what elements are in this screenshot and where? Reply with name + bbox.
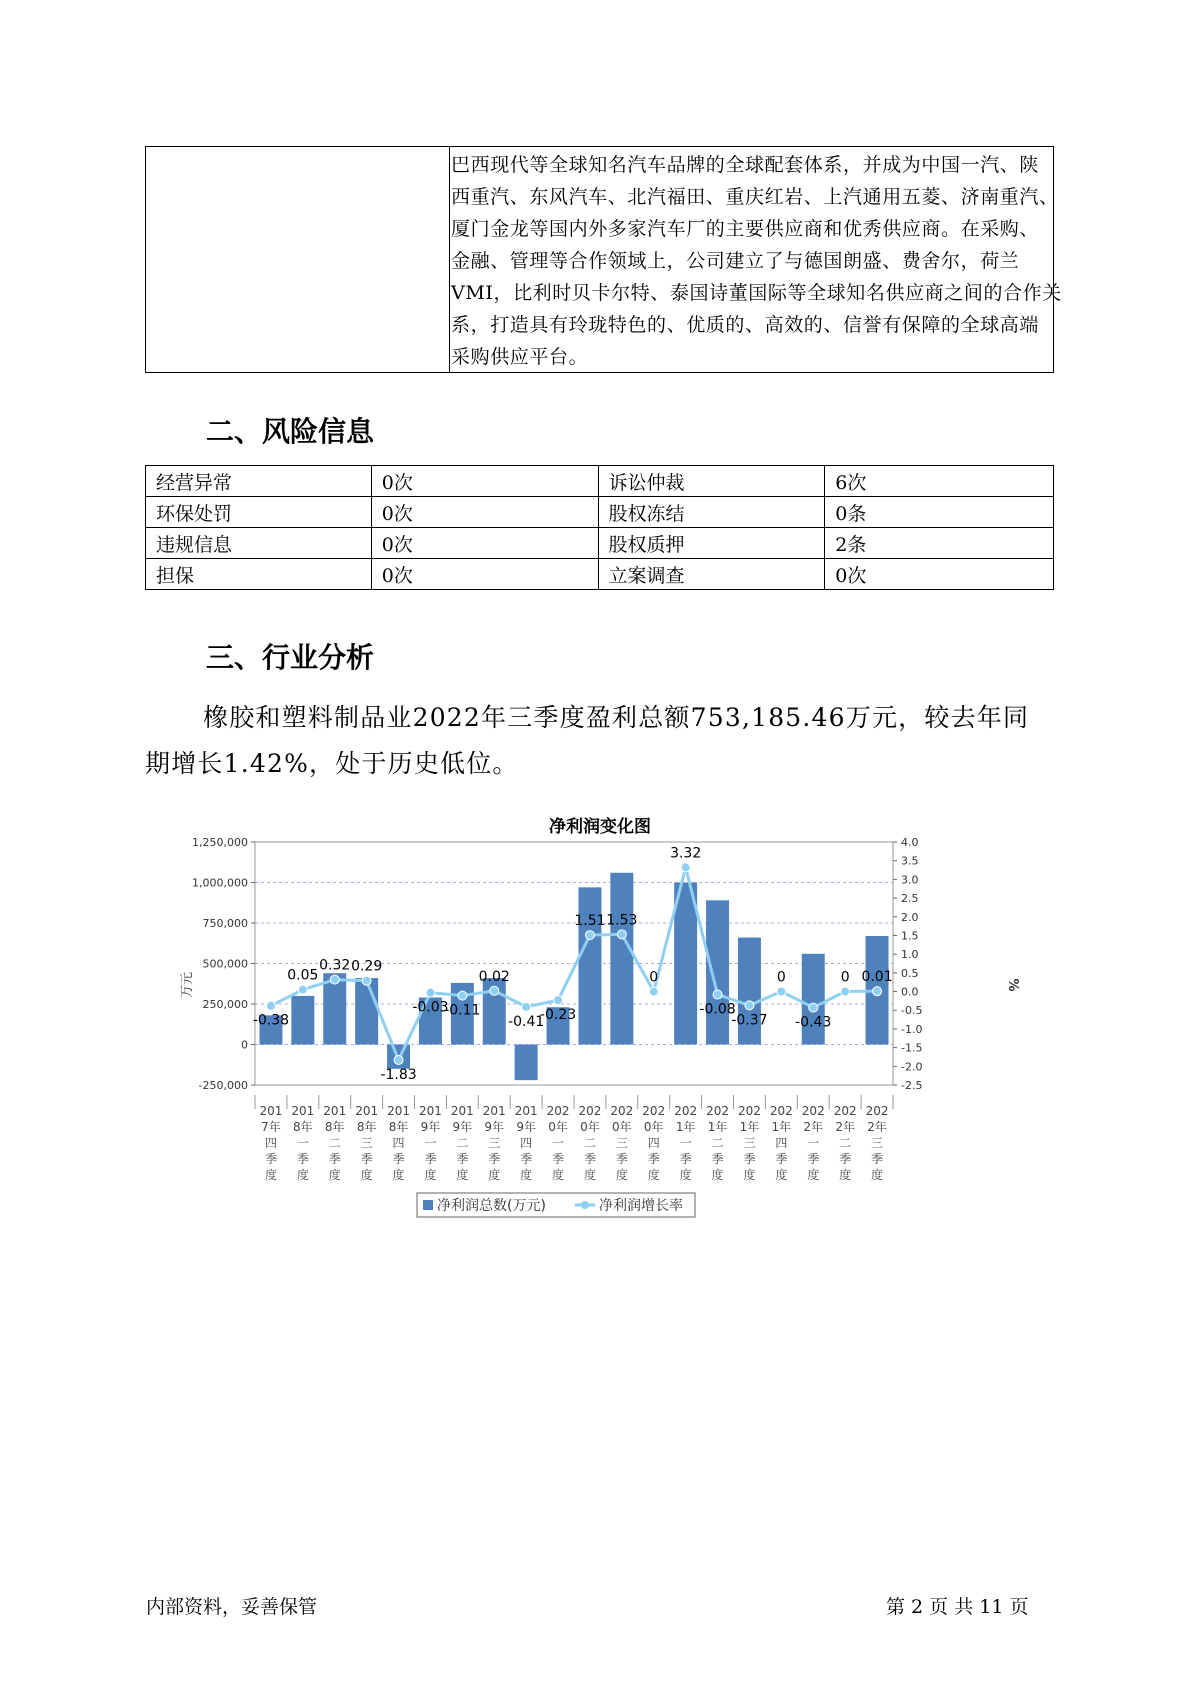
x-tick-label [674,1104,697,1182]
x-tick-label-line: 季 [328,1152,341,1166]
intro-line: 厦门金龙等国内外多家汽车厂的主要供应商和优秀供应商。在采购、 [451,218,1040,240]
risk-value: 0次 [371,497,598,528]
y2-tick-label: -1.0 [901,1022,923,1036]
x-tick-label-line: 度 [711,1168,724,1182]
x-tick-label-line: 201 [355,1104,379,1118]
x-tick-label-line: 202 [674,1104,698,1118]
x-tick-label-line: 度 [520,1168,533,1182]
bar [738,938,761,1045]
x-tick-label-line: 202 [642,1104,666,1118]
y-tick-label: 1,000,000 [192,876,248,890]
x-tick-label [291,1104,314,1182]
x-tick-label [770,1104,793,1182]
x-tick-label-line: 201 [514,1104,538,1118]
risk-value: 0条 [825,497,1054,528]
data-label: 0 [840,969,850,986]
footer-note: 内部资料，妥善保管 [146,1596,318,1618]
x-tick-label-line: 202 [737,1104,761,1118]
x-tick-label-line: 季 [711,1152,724,1166]
growth-point [713,990,722,999]
legend-bar-label: 净利润总数(万元) [437,1198,546,1214]
x-tick-label-line: 三 [743,1136,756,1150]
growth-point [266,1001,275,1010]
x-tick-label-line: 9年 [420,1120,441,1134]
data-label: -0.37 [731,1012,768,1029]
growth-point [585,931,594,940]
y2-axis-label: % [1005,978,1020,992]
x-tick-label-line: 9年 [484,1120,505,1134]
x-tick-label-line: 二 [839,1136,852,1150]
intro-line: 系，打造具有玲珑特色的、优质的、高效的、信誉有保障的全球高端 [451,314,1040,336]
x-tick-label-line: 季 [775,1152,788,1166]
risk-label: 经营异常 [146,466,372,497]
x-tick-label-line: 201 [323,1104,347,1118]
x-tick-label-line: 三 [488,1136,501,1150]
x-tick-label-line: 二 [456,1136,469,1150]
y2-tick-label: 3.5 [901,854,919,868]
growth-point [681,863,690,872]
x-tick-label-line: 202 [833,1104,857,1118]
x-tick-label [802,1104,825,1182]
risk-value: 6次 [825,466,1054,497]
x-tick-label-line: 四 [264,1136,277,1150]
x-tick-label-line: 202 [706,1104,730,1118]
x-tick-label-line: 季 [424,1152,437,1166]
x-tick-label-line: 季 [456,1152,469,1166]
risk-value: 0次 [825,559,1054,590]
x-tick-label-line: 一 [807,1136,820,1150]
x-tick-label-line: 1年 [707,1120,728,1134]
legend-bar-swatch [423,1200,433,1210]
data-label: 0.02 [478,968,510,985]
bar [578,887,601,1044]
growth-point [458,991,467,1000]
data-label: -0.43 [795,1014,832,1031]
x-tick-label-line: 度 [424,1168,437,1182]
x-tick-label-line: 0年 [612,1120,632,1134]
x-tick-label-line: 一 [552,1136,565,1150]
x-tick-label-line: 季 [488,1152,501,1166]
x-tick-label-line: 二 [328,1136,341,1150]
x-tick-label-line: 一 [679,1136,692,1150]
intro-line: VMI，比利时贝卡尔特、泰国诗董国际等全球知名供应商之间的合作关 [451,282,1062,304]
x-tick-label-line: 二 [711,1136,724,1150]
x-tick-label [610,1104,633,1182]
x-tick-label-line: 季 [264,1152,277,1166]
x-tick-label [834,1104,857,1182]
x-tick-label-line: 一 [296,1136,309,1150]
x-tick-label-line: 度 [679,1168,692,1182]
x-tick-label-line: 三 [360,1136,373,1150]
x-tick-label-line: 季 [647,1152,660,1166]
x-tick-label-line: 1年 [675,1120,696,1134]
growth-point [809,1003,818,1012]
risk-value: 0次 [371,559,598,590]
risk-label: 立案调查 [598,559,825,590]
x-tick-label-line: 202 [801,1104,825,1118]
data-label: -0.23 [539,1007,577,1024]
x-tick-label [866,1104,889,1182]
y2-tick-label: -0.5 [901,1004,923,1018]
x-tick-label-line: 202 [865,1104,889,1118]
legend-line-marker [581,1201,589,1209]
data-label: 1.51 [574,913,606,930]
y2-tick-label: 4.0 [901,836,919,849]
x-tick-label-line: 度 [871,1168,884,1182]
x-tick-label-line: 度 [456,1168,469,1182]
x-tick-label-line: 度 [615,1168,628,1182]
x-tick-label-line: 季 [552,1152,565,1166]
x-tick-label [706,1104,729,1182]
x-tick-label-line: 9年 [516,1120,536,1134]
risk-table [145,465,1054,590]
x-tick-label-line: 202 [769,1104,793,1118]
y-tick-label: 0 [241,1038,248,1052]
risk-label: 股权质押 [598,528,825,559]
y-tick-label: -250,000 [198,1079,248,1092]
growth-point [426,988,435,997]
x-tick-label-line: 季 [679,1152,692,1166]
risk-label: 违规信息 [146,528,372,559]
data-label: 0.29 [351,958,383,975]
x-tick-label-line: 201 [418,1104,442,1118]
intro-label-cell [146,147,450,372]
x-tick-label-line: 季 [839,1152,852,1166]
bar [610,873,633,1045]
x-tick-label-line: 0年 [643,1120,664,1134]
x-tick-label [483,1104,506,1182]
growth-point [522,1002,531,1011]
x-tick-label-line: 0年 [580,1120,600,1134]
x-tick-label-line: 季 [871,1152,884,1166]
data-label: -0.03 [412,999,449,1016]
legend-line-label: 净利润增长率 [599,1198,683,1214]
data-label: -0.41 [508,1013,545,1030]
growth-point [362,976,371,985]
y2-tick-label: -1.5 [901,1041,923,1055]
x-tick-label-line: 度 [775,1168,788,1182]
x-tick-label-line: 0年 [548,1120,568,1134]
x-tick-label-line: 8年 [293,1120,313,1134]
x-tick-label [387,1104,410,1182]
data-label: 0.01 [861,969,893,986]
industry-paragraph-text: 橡胶和塑料制品业2022年三季度盈利总额753,185.46万元，较去年同期增长1.42%，处于历史低位。 [145,703,1030,778]
x-tick-label-line: 201 [482,1104,506,1118]
data-label: -0.11 [444,1002,481,1019]
x-tick-label-line: 季 [583,1152,596,1166]
y-tick-label: 750,000 [202,917,248,930]
y2-tick-label: 2.0 [901,910,919,924]
x-tick-label-line: 度 [647,1168,660,1182]
x-tick-label-line: 度 [264,1168,277,1182]
bar [355,978,378,1044]
growth-point [298,985,307,994]
x-tick-label-line: 1年 [771,1120,792,1134]
x-tick-label-line: 季 [392,1152,405,1166]
data-label: 3.32 [670,845,702,862]
x-tick-label-line: 四 [775,1136,788,1150]
intro-line: 金融、管理等合作领域上，公司建立了与德国朗盛、费舍尔，荷兰 [451,250,1020,272]
x-tick-label-line: 8年 [356,1120,377,1134]
x-tick-label-line: 季 [615,1152,628,1166]
table-row [146,528,1054,559]
x-tick-label-line: 201 [291,1104,315,1118]
risk-value: 0次 [371,528,598,559]
y-axis-label: 万元 [180,971,195,999]
x-tick-label-line: 8年 [324,1120,345,1134]
growth-point [777,987,786,996]
x-tick-label [578,1104,601,1182]
table-row [146,466,1054,497]
data-label: -0.08 [699,1001,736,1018]
risk-label: 诉讼仲裁 [598,466,825,497]
x-tick-label-line: 度 [552,1168,565,1182]
net-profit-chart [170,810,1030,1270]
bar [291,996,314,1045]
x-tick-label [451,1104,474,1182]
data-label: 0.32 [319,957,351,974]
data-label: 0 [776,969,786,986]
intro-text-cell [451,149,1062,373]
y2-tick-label: 0.0 [901,985,919,999]
x-tick-label-line: 度 [839,1168,852,1182]
growth-point [554,996,563,1005]
growth-point [490,986,499,995]
x-tick-label-line: 2年 [867,1120,887,1134]
y-tick-label: 1,250,000 [192,836,248,849]
chart-title: 净利润变化图 [549,817,651,837]
x-tick-label [259,1104,282,1182]
x-tick-label-line: 201 [450,1104,474,1118]
x-tick-label-line: 四 [520,1136,533,1150]
table-row [146,497,1054,528]
growth-point [617,930,626,939]
growth-point [841,987,850,996]
x-tick-label-line: 度 [360,1168,373,1182]
x-tick-label-line: 一 [424,1136,437,1150]
growth-point [873,987,882,996]
x-tick-label-line: 202 [578,1104,602,1118]
risk-section-heading: 二、风险信息 [206,415,375,448]
data-label: 0 [649,969,659,986]
x-tick-label-line: 9年 [452,1120,473,1134]
y2-tick-label: 0.5 [901,966,919,980]
x-tick-label-line: 202 [610,1104,634,1118]
x-tick-label [515,1104,538,1182]
x-tick-label-line: 四 [392,1136,405,1150]
x-tick-label [547,1104,570,1182]
bar [706,900,729,1044]
y2-tick-label: 1.0 [901,948,919,962]
x-tick-label-line: 度 [488,1168,501,1182]
x-tick-label-line: 1年 [739,1120,760,1134]
x-tick-label-line: 8年 [388,1120,409,1134]
company-intro-table [145,146,1062,373]
x-tick-label-line: 度 [328,1168,341,1182]
growth-point [330,975,339,984]
risk-label: 股权冻结 [598,497,825,528]
growth-point [745,1001,754,1010]
x-tick-label-line: 度 [296,1168,309,1182]
x-tick-label [323,1104,346,1182]
risk-label: 环保处罚 [146,497,372,528]
x-tick-label [642,1104,665,1182]
x-tick-label-line: 201 [387,1104,411,1118]
intro-line: 西重汽、东风汽车、北汽福田、重庆红岩、上汽通用五菱、济南重汽、 [451,186,1059,208]
y2-tick-label: 2.5 [901,892,919,906]
y-tick-label: 250,000 [202,998,248,1011]
y2-tick-label: -2.5 [901,1079,923,1092]
x-tick-label-line: 201 [259,1104,283,1118]
risk-value: 0次 [371,466,598,497]
industry-paragraph [145,695,1055,787]
x-tick-label-line: 度 [807,1168,820,1182]
intro-line: 巴西现代等全球知名汽车品牌的全球配套体系，并成为中国一汽、陕 [451,154,1040,176]
x-tick-label-line: 度 [392,1168,405,1182]
x-tick-label-line: 季 [520,1152,533,1166]
page-number: 第 2 页 共 11 页 [886,1596,1029,1618]
y2-tick-label: 1.5 [901,929,919,943]
bar [515,1045,538,1081]
x-tick-label-line: 7年 [261,1120,281,1134]
risk-label: 担保 [146,559,372,590]
bar [802,954,825,1045]
y2-tick-label: -2.0 [901,1060,923,1074]
x-tick-label-line: 202 [546,1104,570,1118]
x-tick-label-line: 度 [743,1168,756,1182]
growth-point [649,987,658,996]
x-tick-label-line: 季 [296,1152,309,1166]
x-tick-label-line: 二 [583,1136,596,1150]
data-label: 1.53 [606,912,638,929]
y-tick-label: 500,000 [202,957,248,971]
x-tick-label-line: 季 [807,1152,820,1166]
x-tick-label-line: 2年 [835,1120,855,1134]
x-tick-label-line: 度 [583,1168,596,1182]
bar [674,883,697,1045]
growth-point [394,1055,403,1064]
x-tick-label-line: 季 [743,1152,756,1166]
x-tick-label-line: 2年 [803,1120,824,1134]
data-label: -1.83 [380,1066,417,1083]
data-label: -0.38 [252,1012,290,1029]
x-tick-label-line: 季 [360,1152,373,1166]
x-tick-label [738,1104,761,1182]
x-tick-label-line: 三 [871,1136,884,1150]
data-label: 0.05 [287,967,319,984]
x-tick-label [355,1104,378,1182]
x-tick-label-line: 四 [647,1136,660,1150]
risk-value: 2条 [825,528,1054,559]
x-tick-label-line: 三 [615,1136,628,1150]
chart-legend [417,1193,695,1217]
industry-section-heading: 三、行业分析 [206,641,375,674]
intro-line: 采购供应平台。 [451,346,589,368]
y2-tick-label: 3.0 [901,873,919,887]
x-tick-label [419,1104,442,1182]
table-row [146,559,1054,590]
